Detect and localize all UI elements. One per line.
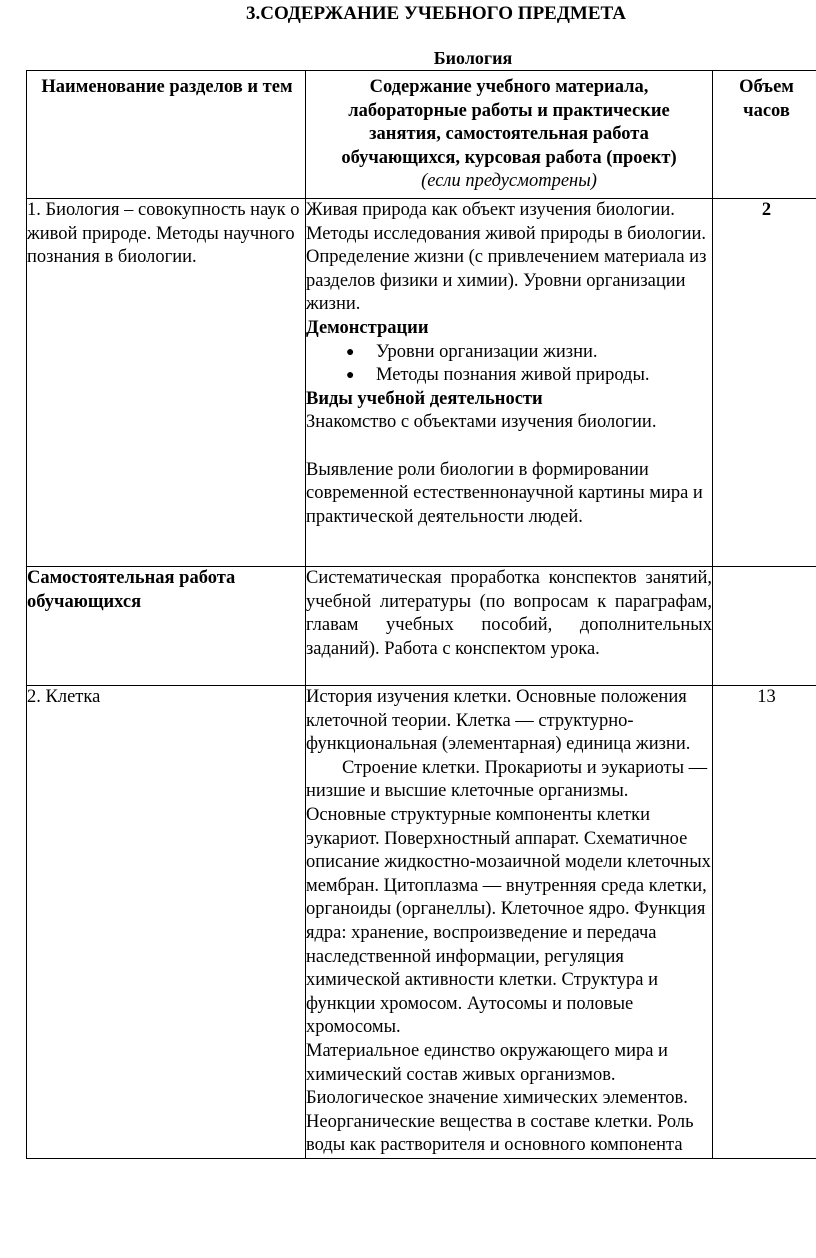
document-title: 3.СОДЕРЖАНИЕ УЧЕБНОГО ПРЕДМЕТА — [246, 3, 626, 24]
header-content — [306, 71, 713, 199]
bullet-icon: ● — [346, 344, 355, 360]
header-content-note: (если предусмотрены) — [421, 171, 597, 192]
content-table — [26, 70, 816, 1159]
bullet-icon: ● — [346, 368, 355, 384]
header-hours: Объем часов — [713, 71, 816, 199]
hours-cell: 2 — [713, 199, 816, 567]
table-row — [27, 199, 816, 567]
content-text: Живая природа как объект изучения биологии. Методы исследования живой природы в биологии. Определение жизни (с привлечением материала из разделов физики и химии). Уровни организации жизни. — [306, 200, 707, 315]
table-row — [27, 686, 816, 1159]
content-cell — [306, 686, 713, 1159]
demo-heading: Демонстрации — [306, 317, 429, 338]
topic-cell: 2. Клетка — [27, 686, 306, 1159]
activity-text: Знакомство с объектами изучения биологии. — [306, 412, 657, 433]
topic-cell: Самостоятельная работа обучающихся — [27, 567, 306, 686]
header-content-main: Содержание учебного материала, лабораторные работы и практические занятия, самостоятельная работа обучающихся, курсовая работа (проект) — [341, 77, 677, 168]
content-cell: Систематическая проработка конспектов занятий, учебной литературы (по вопросам к параграфам, главам учебных пособий, дополнительных заданий). Работа с конспектом урока. — [306, 567, 713, 686]
demo-list — [306, 341, 712, 388]
list-item: ● Уровни организации жизни. — [306, 341, 712, 365]
list-item: ● Методы познания живой природы. — [306, 364, 712, 388]
topic-cell: 1. Биология – совокупность наук о живой природе. Методы научного познания в биологии. — [27, 199, 306, 567]
hours-cell: 13 — [713, 686, 816, 1159]
content-paragraph: Строение клетки. Прокариоты и эукариоты — низшие и высшие клеточные организмы. Основные структурные компоненты клетки эукариот. Поверхностный аппарат. Схематичное описание жидкостно-мозаичной модели клеточных мембран. Цитоплазма — внутренняя среда клетки, органоиды (органеллы). Клеточное ядро. Функция ядра: хранение, воспроизведение и передача наследственной информации, регуляция химической активности клетки. Структура и функции хромосом. Аутосомы и половые хромосомы. — [306, 757, 711, 1038]
table-header-row — [27, 71, 816, 199]
subject-title: Биология — [433, 48, 513, 68]
header-sections: Наименование разделов и тем — [27, 71, 306, 199]
content-cell — [306, 199, 713, 567]
content-paragraph: Материальное единство окружающего мира и химический состав живых организмов. Биологическое значение химических элементов. Неорганические вещества в составе клетки. Роль воды как растворителя и основного компонента — [306, 1040, 694, 1156]
table-row — [27, 567, 816, 686]
content-paragraph: История изучения клетки. Основные положения клеточной теории. Клетка — структурно-функциональная (элементарная) единица жизни. — [306, 687, 691, 755]
activity-text: Выявление роли биологии в формировании современной естественнонаучной картины мира и практической деятельности людей. — [306, 459, 703, 527]
activity-heading: Виды учебной деятельности — [306, 388, 543, 409]
hours-cell — [713, 567, 816, 686]
